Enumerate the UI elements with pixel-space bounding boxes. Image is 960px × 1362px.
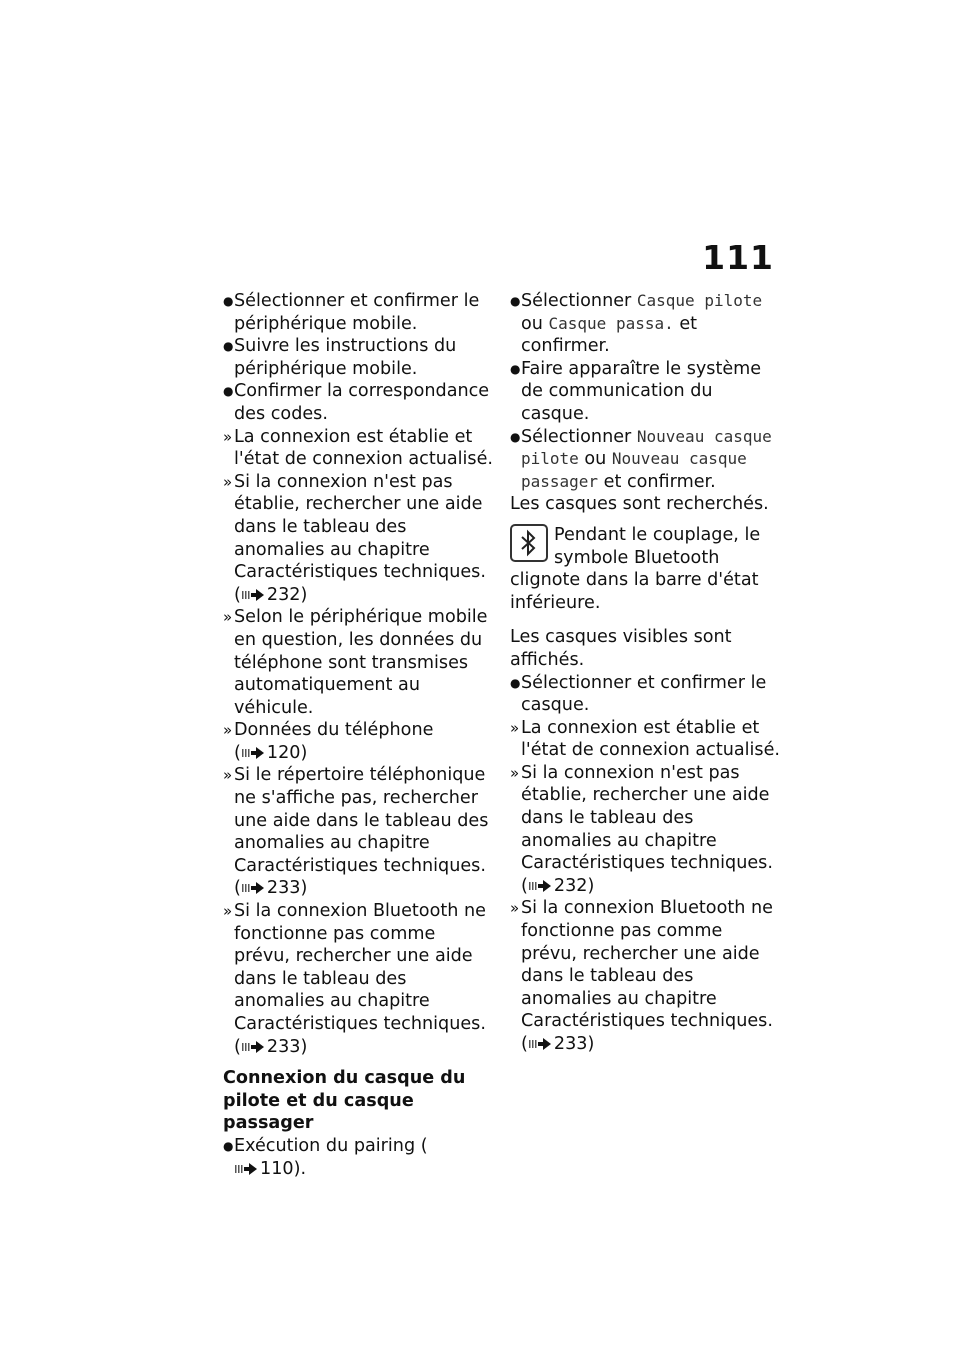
result-item: » Selon le périphérique mobile en question, les données du téléphone sont transmises automatiquement au véhicule. [223,607,488,718]
result-arrow-icon: » [510,899,520,918]
bullet-icon: ● [223,339,234,354]
page-reference[interactable]: ( 233) [234,1036,308,1057]
bullet-icon: ● [223,1138,234,1153]
paragraph: Les casques visibles sont affichés. [510,627,732,670]
result-item: » Si la connexion Bluetooth ne fonctionne pas comme prévu, rechercher une aide dans le tableau des anomalies au chapitre Caractéristiques techniques. ( 233) [510,898,773,1054]
result-arrow-icon: » [510,718,520,737]
result-item: » Si le répertoire téléphonique ne s'affiche pas, rechercher une aide dans le tableau des anomalies au chapitre Caractéristiques techniques. ( 233) [223,765,489,899]
page-reference-arrow-icon [529,1038,551,1050]
page-reference[interactable]: ( 120) [234,742,308,763]
result-item: » La connexion est établie et l'état de connexion actualisé. [510,717,781,761]
result-arrow-icon: » [223,427,233,446]
page-reference[interactable]: ( 232) [521,875,595,896]
page-reference-arrow-icon [242,882,264,894]
bullet-icon: ● [223,384,234,399]
result-arrow-icon: » [223,902,233,921]
list-item: ● Faire apparaître le système de communication du casque. [510,358,762,424]
page-reference-arrow-icon [242,1041,264,1053]
page-reference[interactable]: ( 233) [521,1034,595,1054]
list-item: ● Sélectionner Nouveau casque pilote ou Nouveau casque passager et confirmer. [510,426,772,492]
list-item: ● Exécution du pairing (110). [223,1135,428,1179]
menu-entry-code: Nouveau casque passager [521,449,747,491]
menu-entry-code: Nouveau casque pilote [521,426,772,469]
page-reference[interactable]: ( 232) [234,584,308,605]
page-number: 111 [702,238,774,277]
bullet-icon: ● [510,429,521,444]
page-reference[interactable]: ( 233) [234,878,308,899]
result-arrow-icon: » [223,472,233,491]
result-arrow-icon: » [223,721,233,740]
result-arrow-icon: » [223,766,233,785]
bullet-icon: ● [223,294,234,308]
bullet-icon: ● [510,361,521,376]
result-item: » Si la connexion n'est pas établie, rechercher une aide dans le tableau des anomalies au chapitre Caractéristiques techniques. ( 232) [510,762,773,896]
left-column [223,290,495,1180]
list-item: ● Confirmer la correspondance des codes. [223,381,490,424]
bullet-icon: ● [510,675,521,690]
result-item: » La connexion est établie et l'état de connexion actualisé. [223,426,494,470]
list-item: ● Sélectionner et confirmer le casque. [510,672,767,716]
page-reference-arrow-icon [242,747,264,759]
page-reference-arrow-icon [235,1163,257,1175]
bluetooth-icon [510,524,548,562]
result-arrow-icon: » [510,763,520,782]
page-reference-arrow-icon [242,589,264,601]
paragraph: Les casques sont recherchés. [510,494,769,515]
result-item: » Si la connexion Bluetooth ne fonctionne pas comme prévu, rechercher une aide dans le tableau des anomalies au chapitre Caractéristiques techniques. ( 233) [223,901,486,1057]
result-item: » Données du téléphone ( 120) [223,720,434,763]
section-heading: Connexion du casque du pilote et du casque passager [223,1068,466,1134]
bullet-icon: ● [510,294,521,308]
result-arrow-icon: » [223,608,233,627]
result-item: » Si la connexion n'est pas établie, rechercher une aide dans le tableau des anomalies au chapitre Caractéristiques techniques. ( 232) [223,471,486,605]
list-item: ● Sélectionner et confirmer le périphérique mobile. [223,291,480,334]
bluetooth-note: Pendant le couplage, le symbole Bluetooth clignote dans la barre d'état inférieure. [510,524,761,613]
page-reference[interactable]: 110). [234,1159,306,1179]
right-column [510,290,782,1056]
menu-entry-code: Casque pilote [636,291,763,310]
page-reference-arrow-icon [529,880,551,892]
menu-entry-code: Casque passa. [548,313,674,333]
list-item: ● Sélectionner Casque pilote ou Casque passa. et confirmer. [510,291,763,357]
list-item: ● Suivre les instructions du périphérique mobile. [223,336,457,379]
